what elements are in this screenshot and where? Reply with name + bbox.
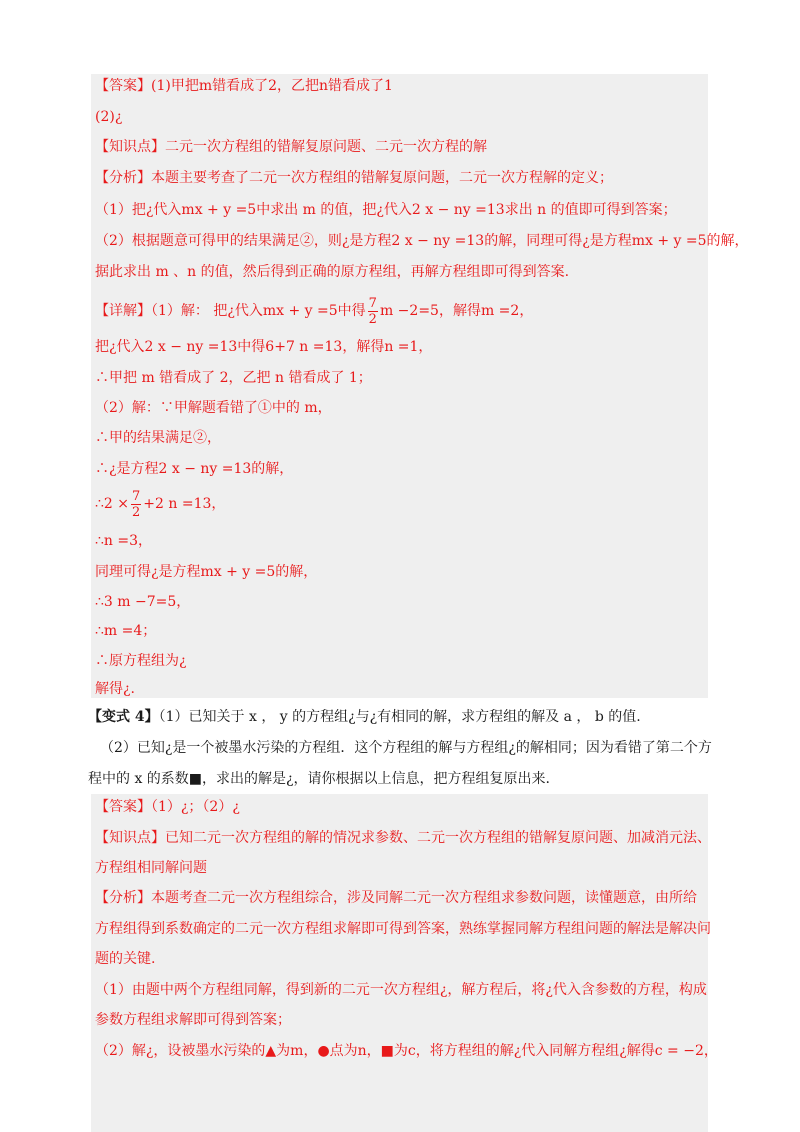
fraction xyxy=(368,296,378,327)
answer-line-2: (2)¿ xyxy=(95,109,123,125)
detail-line: 把¿代入2 x − ny =13中得6+7 n =13，解得n =1， xyxy=(95,339,433,355)
detail-text-post: +2 n =13， xyxy=(143,496,226,512)
variant-text: （1）已知关于 x ， y 的方程组¿与¿有相同的解，求方程组的解及 a ， b 的值. xyxy=(158,709,641,725)
analysis-step-1-cont: 参数方程组求解即可得到答案； xyxy=(95,1012,291,1028)
detail-line xyxy=(95,293,707,329)
analysis-heading: 【分析】本题考查二元一次方程组综合，涉及同解二元一次方程组求参数问题，读懂题意，由所给 xyxy=(95,890,697,906)
analysis-step-2-cont: 据此求出 m 、n 的值，然后得到正确的原方程组，再解方程组即可得到答案. xyxy=(95,264,570,280)
detail-text-post: m −2=5，解得m =2， xyxy=(379,303,534,319)
analysis-step-1: （1）由题中两个方程组同解，得到新的二元一次方程组¿，解方程后，将¿代入含参数的方程，构成 xyxy=(95,982,707,998)
variant-line: 程中的 x 的系数■，求出的解是¿，请你根据以上信息，把方程组复原出来. xyxy=(88,771,550,787)
answer-line: 【答案】（1）¿；（2）¿ xyxy=(95,799,240,815)
analysis-line: 方程组得到系数确定的二元一次方程组求解即可得到答案，熟练掌握同解方程组问题的解法是解决问 xyxy=(95,921,711,937)
analysis-step-1: （1）把¿代入mx + y =5中求出 m 的值，把¿代入2 x − ny =13求出 n 的值即可得到答案； xyxy=(95,202,677,218)
detail-line: ∴3 m −7=5， xyxy=(95,594,191,610)
analysis-line: 题的关键. xyxy=(95,951,156,967)
fraction xyxy=(131,489,141,520)
detail-line: ∴n =3， xyxy=(95,533,153,549)
analysis-heading: 【分析】本题主要考查了二元一次方程组的错解复原问题，二元一次方程解的定义； xyxy=(95,170,613,186)
answer-line: 【答案】(1)甲把m错看成了2，乙把n错看成了1 xyxy=(95,78,393,94)
knowledge-point-cont: 方程组相同解问题 xyxy=(95,860,207,876)
knowledge-point: 【知识点】二元一次方程组的错解复原问题、二元一次方程的解 xyxy=(95,139,487,155)
detail-line: ∴m =4； xyxy=(95,623,157,639)
detail-line: 同理可得¿是方程mx + y =5的解， xyxy=(95,564,318,580)
detail-line: 解得¿. xyxy=(95,681,135,697)
detail-line xyxy=(95,486,707,522)
detail-line: （2）解：∵甲解题看错了①中的 m， xyxy=(95,400,332,416)
fraction-denominator: 2 xyxy=(132,504,141,520)
detail-line: ∴甲把 m 错看成了 2，乙把 n 错看成了 1； xyxy=(95,370,372,386)
detail-text-pre: ∴2 × xyxy=(95,496,129,512)
variant-line xyxy=(88,707,700,727)
analysis-step-2: （2）解¿，设被墨水污染的▲为m，●点为n，■为c，将方程组的解¿代入同解方程组¿解得c = −2， xyxy=(95,1043,718,1059)
detail-line: ∴原方程组为¿ xyxy=(95,653,187,669)
variant-line: （2）已知¿是一个被墨水污染的方程组．这个方程组的解与方程组¿的解相同；因为看错了第二个方 xyxy=(100,740,712,756)
fraction-numerator: 7 xyxy=(368,295,377,311)
detail-line: ∴甲的结果满足②， xyxy=(95,430,221,446)
analysis-step-2: （2）根据题意可得甲的结果满足②，则¿是方程2 x − ny =13的解，同理可得¿是方程mx + y =5的解， xyxy=(95,233,749,249)
variant-label: 【变式 4】 xyxy=(88,709,159,725)
detail-line: ∴¿是方程2 x − ny =13的解， xyxy=(95,461,294,477)
knowledge-point: 【知识点】已知二元一次方程组的解的情况求参数、二元一次方程组的错解复原问题、加减消元法、 xyxy=(95,830,711,846)
detail-text-pre: 【详解】（1）解： 把¿代入mx + y =5中得 xyxy=(95,303,366,319)
fraction-numerator: 7 xyxy=(132,488,141,504)
fraction-denominator: 2 xyxy=(368,311,377,327)
